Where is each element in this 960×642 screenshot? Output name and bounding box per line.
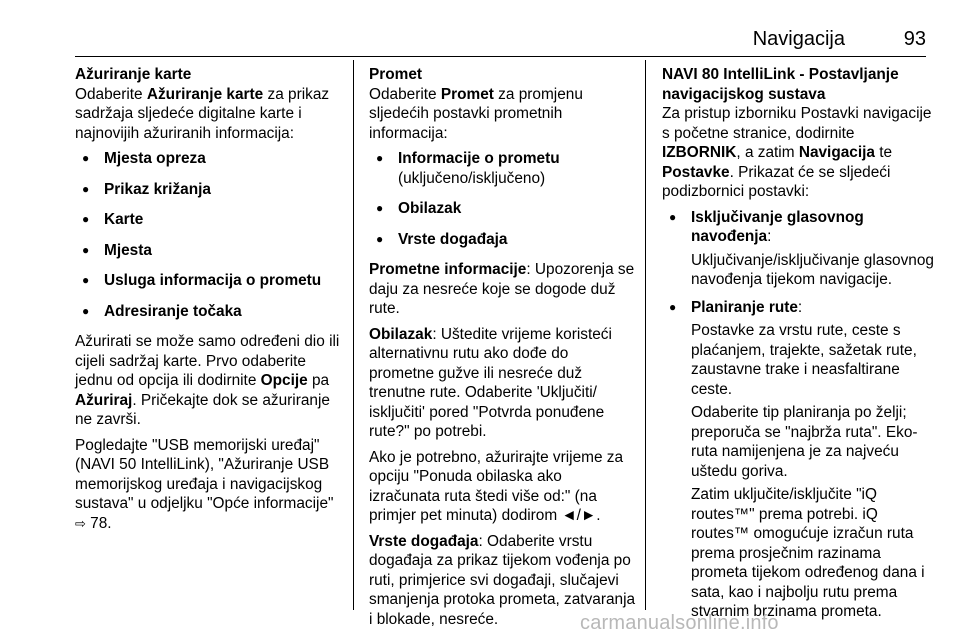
term: Vrste događaja [369,532,479,550]
colon: : [767,228,772,245]
text: : Odaberite vrstu događaja za prikaz tijekom vođenja po ruti, primjerice svi događaji, slučajevi smanjenja protoka prometa, zatvaranja i blokade, nesreće. [369,532,636,628]
term: Prometne informacije [369,261,527,278]
item-bold: Planiranje rute [691,298,798,316]
text: za promjenu sljedećih postavki prometnih informacija: [369,85,583,142]
item-bold: Informacije o prometu [398,150,560,167]
list-item [369,149,637,188]
update-term: Ažuriraj [75,391,133,409]
update-instructions [75,332,347,430]
navigation-term: Navigacija [798,144,875,161]
text: , a zatim [736,144,799,161]
detour-paragraph [369,325,637,442]
item-sub: (uključeno/isključeno) [398,169,546,187]
text: Odaberite [369,85,441,103]
page-number: 93 [903,28,926,50]
item-text: Zatim uključite/isključite "iQ routes™" prema potrebi. iQ routes™ omogućuje izračun ruta prema prosječnim razinama prometa tijekom određenog dana i sata, kao i najbolju rutu prema stvarnim brzinama prometa. [691,486,925,620]
item-text: Uključivanje/isključivanje glasovnog navođenja tijekom navigacije. [691,251,934,288]
list-item [662,298,934,622]
list-item: ● Obilazak [369,199,637,219]
intro-text-end: za prikaz sadržaja sljedeće digitalne karte i najnovijih ažuriranih informacija: [75,85,330,142]
options-term: Opcije [260,372,308,389]
term: Obilazak [369,325,433,343]
map-content-list [75,149,347,321]
text: Pogledajte "USB memorijski uređaj" (NAVI 50 IntelliLink), "Ažuriranje USB memorijskog uređaja i navigacijskog sustava" u odjeljku "Opće informacije" [75,436,334,512]
column-traffic [369,65,637,635]
item-bold: Isključivanje glasovnog navođenja [691,208,864,245]
text: : Upozorenja se daju za nesreće koje se dogode duž rute. [369,261,635,317]
settings-term: Postavke [662,163,730,181]
text: . Pričekajte dok se ažuriranje ne završi. [75,391,330,428]
list-item: ● Mjesta opreza [75,149,347,169]
map-update-intro [75,85,347,144]
intro-bold: Ažuriranje karte [146,85,264,103]
traffic-term: Promet [440,85,494,103]
navi80-intro [662,104,934,202]
list-item: ● Vrste događaja [369,230,637,250]
traffic-heading: Promet [369,66,423,83]
column-navi80-settings [662,65,934,630]
column-divider-2 [645,60,646,610]
traffic-info-paragraph [369,260,637,319]
list-item: ● Adresiranje točaka [75,302,347,322]
traffic-intro [369,85,637,144]
text: pa [307,372,330,389]
column-divider-1 [353,60,354,610]
intro-text: Odaberite [75,85,147,103]
watermark: carmanualsonline.info [580,612,779,634]
page-reference-icon: ⇨ [75,515,86,531]
text: Ažurirati se može samo određeni dio ili cijeli sadržaj karte. Prvo odaberite jednu od opcija ili dodirnite [75,333,340,389]
item-text: Postavke za vrstu rute, ceste s plaćanjem, trajekte, sažetak rute, zaustavne trake i neasfaltirane ceste. [691,322,917,398]
list-item: ● Usluga informacija o prometu [75,271,347,291]
header-divider [75,56,926,57]
list-item: ● Prikaz križanja [75,180,347,200]
settings-submenu-list [662,208,934,622]
map-update-heading: Ažuriranje karte [75,66,192,83]
section-title: Navigacija [752,28,845,50]
menu-term: IZBORNIK [662,144,737,161]
text: : Uštedite vrijeme koristeći alternativnu rutu ako dođe do prometne gužve ili nesreće duž trenutne rute. Odaberite 'Uključiti/ isključiti' pored "Potvrda ponuđene rute?" po potrebi. [369,325,612,440]
page-header [0,24,960,54]
list-item [662,208,934,290]
detour-time-paragraph: Ako je potrebno, ažurirajte vrijeme za opciju "Ponuda obilaska ako izračunata ruta štedi više od:" (na primjer pet minuta) dodirom ◄/►. [369,448,624,524]
list-item: ● Karte [75,210,347,230]
usb-reference [75,436,347,534]
text: Za pristup izborniku Postavki navigacije s početne stranice, dodirnite [662,105,932,142]
item-text: Odaberite tip planiranja po želji; preporuča se "najbrža ruta". Eko-ruta namijenjena je za najveću uštedu goriva. [691,404,918,480]
page-reference: 78. [85,514,112,532]
text: . Prikazat će se sljedeći podizbornici postavki: [662,163,891,200]
text: te [874,144,893,161]
traffic-settings-list [369,149,637,249]
colon: : [797,298,803,316]
list-item: ● Mjesta [75,241,347,261]
navi80-heading: NAVI 80 IntelliLink - Postavljanje navigacijskog sustava [662,66,899,103]
column-map-update [75,65,347,539]
